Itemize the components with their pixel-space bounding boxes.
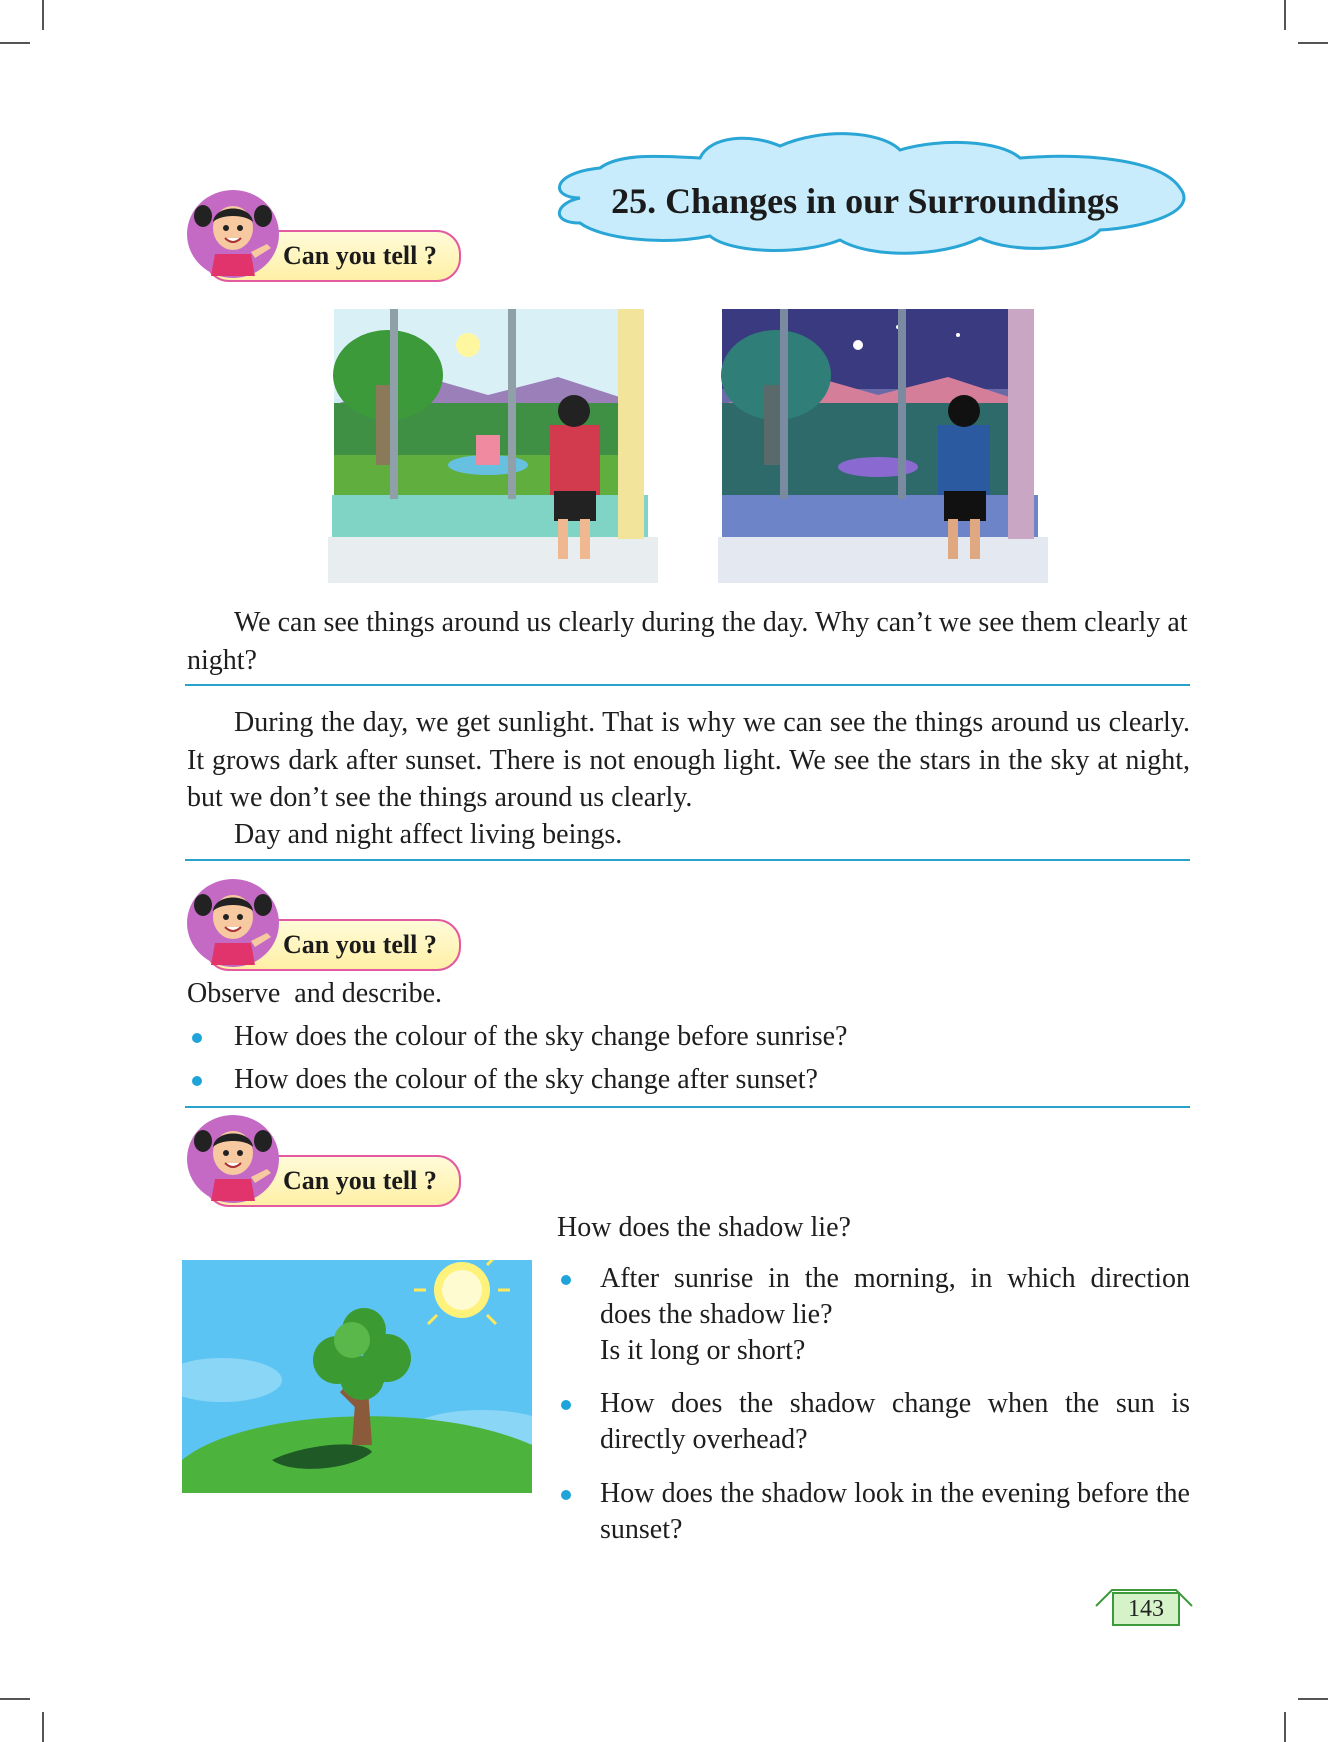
shadow-heading: How does the shadow lie?	[557, 1212, 851, 1243]
explanation-line: Day and night affect living beings.	[234, 819, 623, 850]
section-divider	[185, 684, 1190, 686]
can-you-tell-box	[165, 1113, 485, 1213]
shadow-item: After sunrise in the morning, in which direction does the shadow lie?	[600, 1263, 1190, 1330]
section-divider	[185, 859, 1190, 861]
observe-item: How does the colour of the sky change after sunset?	[234, 1064, 818, 1095]
bullet-dot-icon	[192, 1033, 202, 1043]
can-you-tell-label: Can you tell ?	[283, 1166, 437, 1195]
can-you-tell-label: Can you tell ?	[283, 930, 437, 959]
shadow-item: How does the shadow change when the sun is directly overhead?	[600, 1388, 1190, 1455]
shadow-subitem: Is it long or short?	[600, 1335, 806, 1366]
can-you-tell-box	[165, 188, 485, 288]
night-window-illustration	[718, 305, 1048, 583]
can-you-tell-box	[165, 877, 485, 977]
shadow-item: How does the shadow look in the evening before the sunset?	[600, 1478, 1190, 1545]
crop-mark	[42, 0, 44, 30]
girl-mascot-icon	[185, 188, 285, 280]
crop-mark	[1298, 42, 1328, 44]
crop-mark	[0, 42, 30, 44]
day-window-illustration	[328, 305, 658, 583]
crop-mark	[1284, 1712, 1286, 1742]
girl-mascot-icon	[185, 1113, 285, 1205]
explanation-paragraph: During the day, we get sunlight. That is why we can see the things around us clearly. It grows dark after sunset. There is not enough light. We see the stars in the sky at night, but we don’t see the things around us clearly.	[187, 707, 1190, 813]
crop-mark	[1284, 0, 1286, 30]
bullet-dot-icon	[192, 1076, 202, 1086]
tree-sun-illustration	[182, 1260, 532, 1493]
bullet-dot-icon	[561, 1400, 571, 1410]
crop-mark	[42, 1712, 44, 1742]
crop-mark	[0, 1698, 30, 1700]
page-number: 143	[1112, 1592, 1180, 1626]
observe-heading: Observe and describe.	[187, 978, 443, 1009]
observe-item: How does the colour of the sky change before sunrise?	[234, 1021, 848, 1052]
can-you-tell-label: Can you tell ?	[283, 241, 437, 270]
crop-mark	[1298, 1698, 1328, 1700]
bullet-dot-icon	[561, 1275, 571, 1285]
section-divider	[185, 1106, 1190, 1108]
bullet-dot-icon	[561, 1490, 571, 1500]
intro-paragraph: We can see things around us clearly during the day. Why can’t we see them clearly at night?	[187, 607, 1188, 676]
girl-mascot-icon	[185, 877, 285, 969]
chapter-title: 25. Changes in our Surroundings	[611, 181, 1119, 221]
